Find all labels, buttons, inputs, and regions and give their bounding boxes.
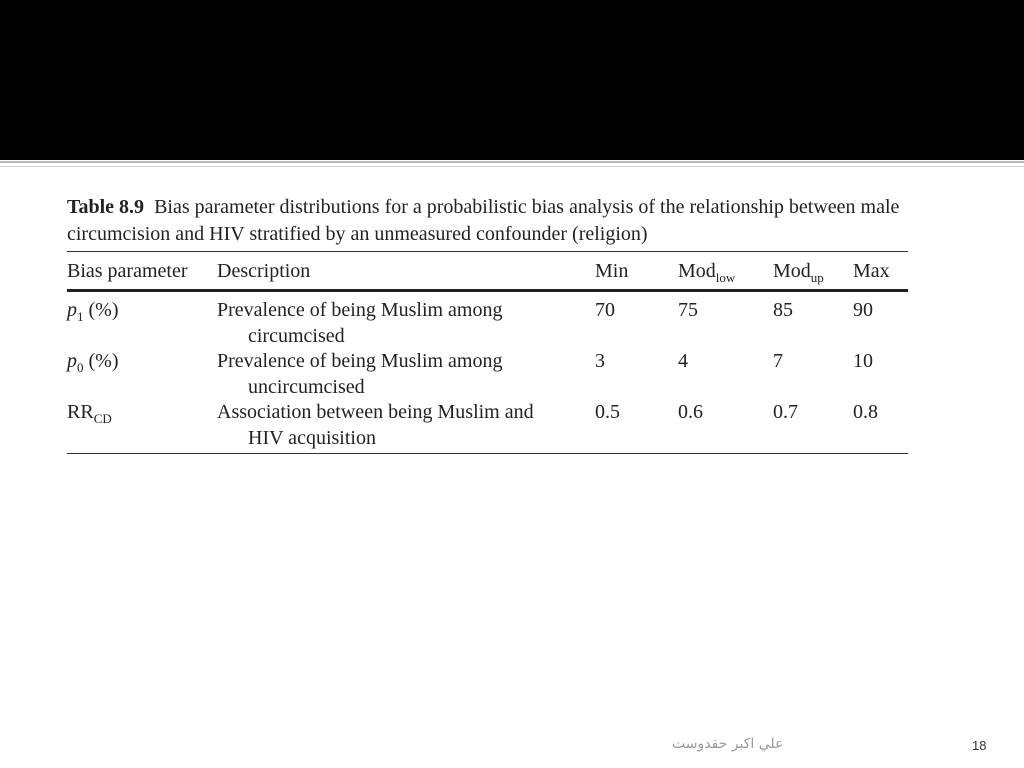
header-min: Min — [595, 260, 629, 282]
row-3-min: 0.5 — [595, 401, 620, 423]
table-caption-text: Bias parameter distributions for a probabilistic bias analysis of the relationship between male circumcision and HIV stratified by an unmeasured confounder (religion) — [67, 196, 900, 245]
header-mod-up: Mod$_{up}$ — [773, 260, 824, 285]
row-1-parameter: $p_1$ (%) — [67, 299, 119, 324]
title-bar-rule-thin — [0, 166, 1024, 167]
header-max: Max — [853, 260, 890, 282]
row-1-min: 70 — [595, 299, 615, 321]
table-caption — [67, 194, 917, 248]
page-number: 18 — [972, 738, 987, 753]
row-1-mod-up: 85 — [773, 299, 793, 321]
title-bar — [0, 0, 1024, 160]
row-1-mod-low: 75 — [678, 299, 698, 321]
header-description: Description — [217, 260, 311, 282]
row-3-mod-low: 0.6 — [678, 401, 703, 423]
row-3-parameter: $RR_{CD}$ — [67, 401, 112, 426]
footer-author: علي اكبر حقدوست — [672, 736, 784, 752]
row-2-parameter: $p_0$ (%) — [67, 350, 119, 375]
row-2-mod-up: 7 — [773, 350, 783, 372]
row-3-max: 0.8 — [853, 401, 878, 423]
header-bias-parameter: Bias parameter — [67, 260, 188, 282]
row-1-description: Prevalence of being Muslim among circumcised — [217, 299, 503, 347]
row-3-mod-up: 0.7 — [773, 401, 798, 423]
row-2-max: 10 — [853, 350, 873, 372]
row-1-max: 90 — [853, 299, 873, 321]
row-3-description: Association between being Muslim and HIV acquisition — [217, 401, 534, 449]
table-number: Table 8.9 — [67, 196, 145, 218]
row-2-description: Prevalence of being Muslim among uncircumcised — [217, 350, 503, 398]
table-header-rule — [67, 289, 908, 292]
header-mod-low: Mod$_{low}$ — [678, 260, 736, 285]
table-top-rule — [67, 251, 908, 252]
title-bar-rule — [0, 161, 1024, 163]
row-2-mod-low: 4 — [678, 350, 688, 372]
table-bottom-rule — [67, 453, 908, 454]
row-2-min: 3 — [595, 350, 605, 372]
